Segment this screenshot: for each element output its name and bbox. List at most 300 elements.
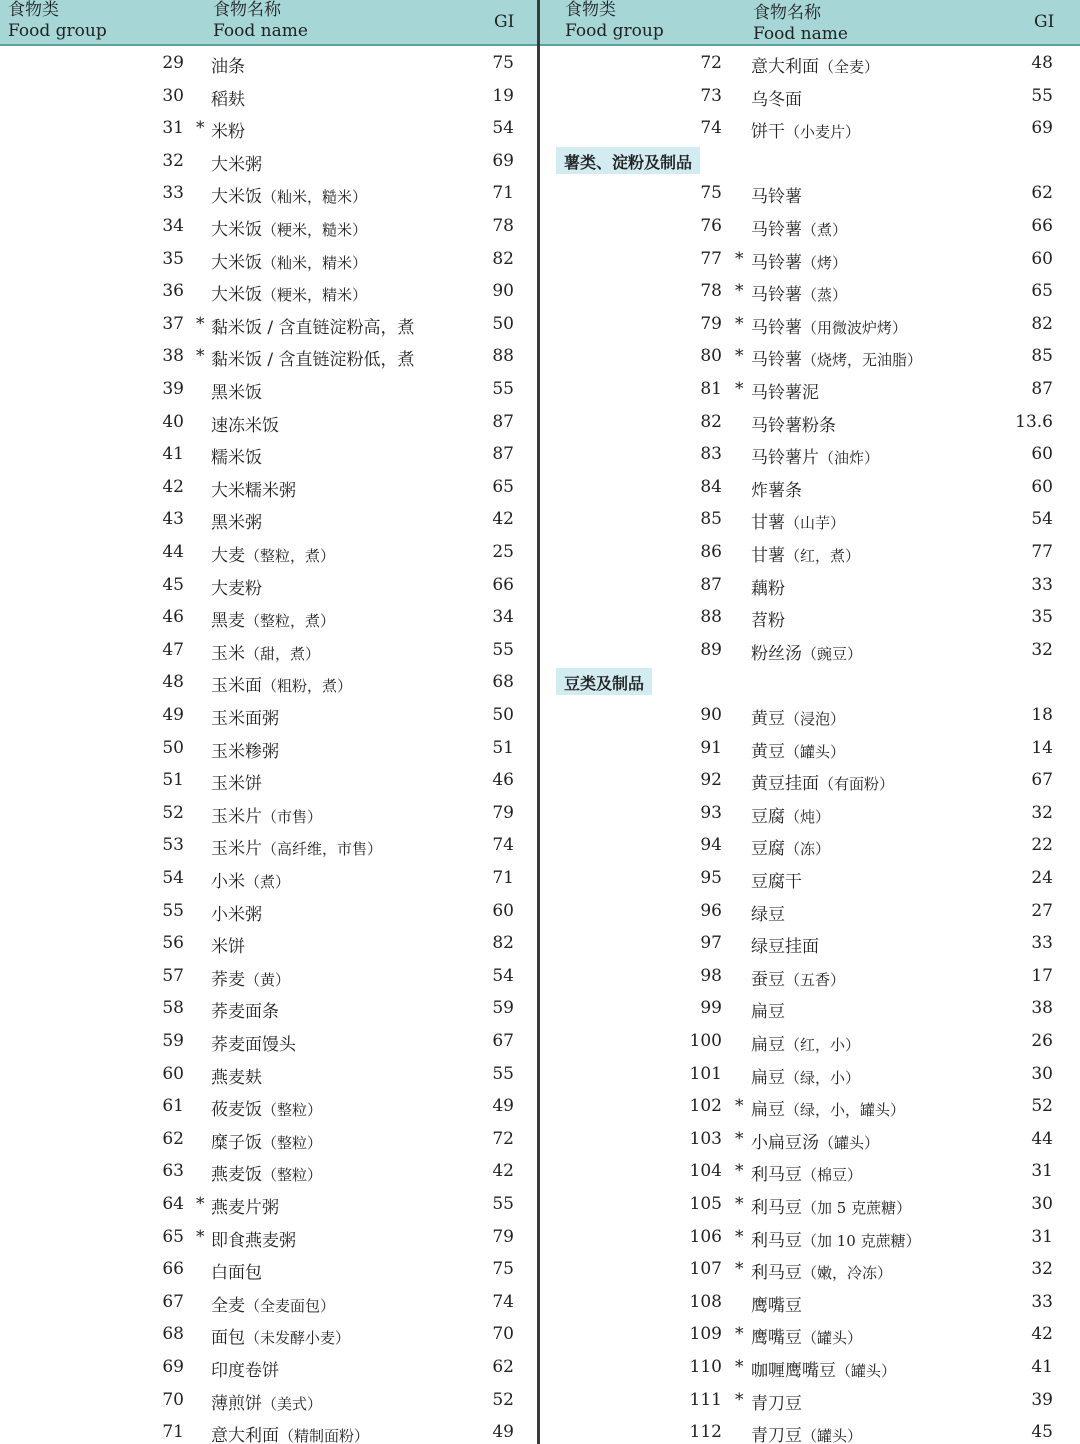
food-name [751,52,879,77]
table-row [540,699,1080,732]
table-row [0,177,538,210]
food-name-main: 黄豆挂面 [751,774,819,795]
table-row [540,1123,1080,1156]
gi-value: 65 [492,476,514,497]
food-name [751,802,830,827]
food-name-main: 大米饭 [211,187,262,208]
food-name [211,1160,322,1185]
table-row [0,80,538,113]
food-name [211,606,335,631]
food-name [211,834,382,859]
gi-value: 42 [492,509,514,530]
food-name-note: （整粒） [262,1133,323,1152]
row-number: 77 [700,248,722,269]
food-name [211,1193,279,1218]
food-name-note: （籼米，糙米） [262,188,368,207]
food-name [211,248,367,273]
gi-value: 38 [1031,998,1053,1019]
row-number: 56 [162,933,184,954]
food-name [211,541,335,566]
gi-header: GI [494,12,515,32]
food-name-main: 小扁豆汤 [751,1132,819,1153]
food-name-main: 黄豆 [751,741,785,762]
gi-value: 30 [1031,1194,1053,1214]
row-number: 64 [162,1194,184,1214]
table-row [540,308,1080,341]
food-name [751,411,836,436]
food-name-note: （粗粉，煮） [262,677,353,696]
row-number: 68 [162,1324,184,1345]
table-row [0,340,538,373]
asterisk-marker: * [735,1096,744,1117]
food-name-note: （绿，小） [785,1068,861,1087]
food-name-note: （五香） [785,970,846,989]
row-number: 60 [162,1063,184,1084]
asterisk-marker: * [735,1128,744,1149]
food-name-note: （甜，煮） [245,644,321,663]
gi-value: 69 [492,150,514,171]
food-name-main: 马铃薯 [751,187,802,208]
food-name [211,1356,279,1381]
food-name [211,476,296,501]
food-name-main: 马铃薯 [751,285,802,306]
gi-value: 44 [1031,1128,1053,1149]
gi-value: 66 [492,574,514,595]
row-number: 53 [162,835,184,856]
food-name-main: 马铃薯 [751,252,802,273]
food-name [211,378,262,403]
food-name-main: 大麦粉 [211,578,262,599]
table-row [0,308,538,341]
gi-value: 54 [492,118,514,139]
row-number: 90 [700,705,722,725]
food-group-header [8,0,107,42]
table-row [540,1351,1080,1384]
food-name-main: 糜子饭 [211,1132,262,1153]
row-number: 91 [700,737,722,758]
gi-value: 69 [1031,118,1053,139]
gi-value: 39 [1031,1389,1053,1410]
food-name-main: 小米粥 [211,904,262,925]
row-number: 48 [162,672,184,693]
table-row [540,243,1080,276]
gi-value: 19 [492,85,514,106]
gi-value: 60 [1031,476,1053,497]
food-name-main: 利马豆 [751,1165,802,1186]
gi-value: 79 [492,1226,514,1247]
food-name-note: （烤） [802,253,848,272]
row-number: 83 [700,444,722,465]
table-row [0,1253,538,1286]
table-row [540,601,1080,634]
food-name-header-en: Food name [753,24,848,44]
food-name-note: （红，煮） [785,547,861,565]
table-row [0,666,538,699]
food-name [751,1421,862,1444]
row-number: 43 [162,509,184,530]
gi-value: 82 [1031,313,1053,334]
gi-value: 71 [492,868,514,888]
food-name [211,639,320,664]
food-name [211,965,290,990]
asterisk-marker: * [735,1259,744,1280]
row-number: 104 [689,1161,722,1182]
food-name-note: （加 10 克蔗糖） [802,1231,921,1250]
table-row [540,569,1080,602]
table-row [0,895,538,928]
table-row [540,1318,1080,1351]
food-name-note: （籼米，精米） [262,253,368,272]
gi-value: 87 [492,411,514,432]
table-row [0,927,538,960]
food-name-main: 印度卷饼 [211,1361,279,1381]
row-number: 98 [700,965,722,986]
row-number: 38 [162,346,184,367]
food-name-main: 燕麦饭 [211,1165,262,1186]
row-number: 69 [162,1357,184,1377]
gi-value: 87 [492,444,514,465]
food-name-note: （市售） [262,807,323,826]
food-name-main: 大麦 [211,546,245,566]
asterisk-marker: * [196,1226,205,1247]
food-name-note: （罐头） [836,1362,897,1380]
row-number: 55 [162,900,184,921]
food-name-note: （有面粉） [819,775,895,794]
table-row [0,1025,538,1058]
food-name-main: 米饼 [211,937,245,958]
row-number: 65 [162,1226,184,1247]
food-name [751,117,860,142]
food-name [211,150,262,175]
food-name [211,411,279,436]
food-group-header-en: Food group [8,21,107,41]
food-name-main: 荞麦 [211,969,245,990]
table-row [0,373,538,406]
food-name [211,313,415,338]
row-number: 82 [700,411,722,432]
table-row [540,438,1080,471]
table-row [540,862,1080,895]
row-number: 107 [689,1259,722,1280]
gi-value: 50 [492,705,514,725]
food-name [211,117,245,142]
food-name-main: 豆腐 [751,806,785,827]
food-name-header-en: Food name [213,21,308,41]
food-name-main: 面包 [211,1328,245,1349]
gi-value: 65 [1031,281,1053,302]
food-name-main: 马铃薯 [751,350,802,371]
table-row [540,764,1080,797]
gi-value: 55 [492,639,514,660]
table-row [540,895,1080,928]
gi-value: 14 [1031,737,1053,758]
gi-value: 90 [492,281,514,302]
food-name-main: 大米糯米粥 [211,480,296,501]
asterisk-marker: * [735,379,744,399]
table-row [0,764,538,797]
food-name-note: （整粒） [262,1101,323,1120]
gi-value: 30 [1031,1063,1053,1084]
food-name-header [753,3,848,45]
row-number: 108 [689,1291,722,1312]
row-number: 106 [689,1226,722,1247]
gi-value: 34 [492,607,514,628]
table-row [540,1384,1080,1417]
table-row [0,1416,538,1444]
asterisk-marker: * [735,313,744,334]
food-name [211,443,262,468]
table-row [540,503,1080,536]
row-number: 76 [700,216,722,236]
row-number: 74 [700,118,722,139]
table-row [540,1286,1080,1319]
asterisk-marker: * [735,1226,744,1247]
table-row [0,503,538,536]
food-name-main: 苕粉 [751,611,785,632]
row-number: 44 [162,542,184,562]
food-name-note: （蒸） [802,286,848,305]
gi-value: 62 [492,1357,514,1377]
gi-value: 60 [1031,248,1053,269]
left-table-header [0,0,538,46]
food-name [751,737,845,762]
food-name-note: （罐头） [785,742,846,761]
gi-value: 74 [492,835,514,856]
table-row [0,1155,538,1188]
row-number: 61 [162,1096,184,1117]
food-name-main: 马铃薯片 [751,448,819,469]
gi-value: 60 [1031,444,1053,465]
table-row [0,1221,538,1254]
food-name-main: 利马豆 [751,1230,802,1251]
food-name-main: 米粉 [211,122,245,143]
row-number: 33 [162,183,184,204]
food-name-header-cn: 食物名称 [753,3,821,23]
gi-value: 26 [1031,1031,1053,1051]
food-name-main: 即食燕麦粥 [211,1230,296,1251]
food-name-main: 大米饭 [211,220,262,240]
gi-value: 70 [492,1324,514,1345]
food-name [211,1095,322,1120]
gi-value: 35 [1031,607,1053,628]
table-row [0,862,538,895]
food-name [751,606,785,631]
food-name [211,1030,296,1055]
table-row [0,992,538,1025]
food-name-note: （整粒，煮） [245,547,336,565]
food-name-note: （精制面粉） [279,1427,370,1444]
gi-value: 49 [492,1422,514,1443]
food-name [211,1063,262,1088]
food-name [751,215,847,240]
row-number: 58 [162,998,184,1019]
food-name-main: 马铃薯粉条 [751,415,836,436]
table-row [0,1123,538,1156]
food-name [211,997,279,1022]
row-number: 57 [162,965,184,986]
food-name-main: 利马豆 [751,1263,802,1284]
food-name [751,541,860,566]
food-name-note: （全麦） [819,58,880,76]
row-number: 30 [162,85,184,106]
food-name [751,1193,911,1218]
gi-value: 22 [1031,835,1053,856]
gi-value: 46 [492,770,514,791]
table-row [0,47,538,80]
table-row [540,1188,1080,1221]
asterisk-marker: * [735,1324,744,1345]
food-name-main: 稻麸 [211,89,245,110]
food-name [751,345,922,370]
row-number: 35 [162,248,184,269]
row-number: 102 [689,1096,722,1117]
food-name [751,1226,921,1251]
food-name [211,900,262,925]
food-group-header-cn: 食物类 [8,0,59,20]
food-name-note: （加 5 克蔗糖） [802,1199,912,1217]
food-name-main: 意大利面 [211,1426,279,1444]
gi-value: 66 [1031,216,1053,236]
row-number: 109 [689,1324,722,1345]
gi-value: 45 [1031,1422,1053,1443]
gi-value: 52 [1031,1096,1053,1117]
food-name-main: 白面包 [211,1263,262,1284]
table-row [540,634,1080,667]
gi-value: 59 [492,998,514,1019]
food-name [211,1421,369,1444]
food-name-note: （小麦片） [785,123,861,142]
food-name-note: （煮） [802,221,848,239]
table-row [540,732,1080,765]
table-row [0,797,538,830]
food-name-note: （绿，小，罐头） [785,1101,906,1120]
food-name [751,378,819,403]
table-row [0,1188,538,1221]
gi-value: 48 [1031,53,1053,73]
food-name [751,508,845,533]
gi-value: 71 [492,183,514,204]
food-name-main: 马铃薯 [751,317,802,338]
row-number: 49 [162,705,184,725]
gi-value: 33 [1031,574,1053,595]
right-table-header [540,0,1080,46]
row-number: 29 [162,53,184,73]
food-name [211,215,367,240]
food-name-main: 荞麦面条 [211,1002,279,1023]
gi-value: 51 [492,737,514,758]
gi-value: 67 [492,1031,514,1051]
left-table-column [0,0,538,1444]
food-name-main: 炸薯条 [751,480,802,501]
gi-value: 88 [492,346,514,367]
gi-value: 75 [492,53,514,73]
food-name-note: （炖） [785,807,831,826]
food-name-main: 黄豆 [751,709,785,729]
row-number: 42 [162,476,184,497]
food-name [211,574,262,599]
food-name-main: 大米饭 [211,252,262,273]
food-name [751,248,847,273]
row-number: 63 [162,1161,184,1182]
row-number: 75 [700,183,722,204]
gi-value: 13.6 [1015,411,1053,432]
food-name-main: 速冻米饭 [211,415,279,436]
food-name [751,1258,892,1283]
row-number: 70 [162,1389,184,1410]
row-number: 39 [162,379,184,399]
row-number: 87 [700,574,722,595]
row-number: 41 [162,444,184,465]
gi-value: 42 [1031,1324,1053,1345]
asterisk-marker: * [735,1357,744,1377]
table-row [0,406,538,439]
food-name-main: 扁豆 [751,1002,785,1023]
gi-value: 50 [492,313,514,334]
food-name [211,85,245,110]
row-number: 101 [689,1063,722,1084]
food-name-note: （罐头） [802,1329,863,1348]
gi-value: 49 [492,1096,514,1117]
row-number: 51 [162,770,184,791]
gi-value: 55 [1031,85,1053,106]
gi-value: 24 [1031,868,1053,888]
row-number: 40 [162,411,184,432]
food-name-note: （粳米，糙米） [262,221,368,239]
table-row [540,1253,1080,1286]
table-row [0,569,538,602]
food-name [211,1226,296,1251]
food-name-main: 燕麦片粥 [211,1198,279,1218]
gi-value: 67 [1031,770,1053,791]
row-number: 89 [700,639,722,660]
row-number: 111 [689,1389,722,1410]
food-name-main: 青刀豆 [751,1426,802,1444]
table-row [0,601,538,634]
food-name-note: （用微波炉烤） [802,318,908,337]
food-name [751,965,845,990]
food-name-main: 糯米饭 [211,448,262,469]
gi-value: 75 [492,1259,514,1280]
food-name [211,1291,335,1316]
row-number: 46 [162,607,184,628]
row-number: 36 [162,281,184,302]
asterisk-marker: * [196,118,205,139]
food-name [211,52,245,77]
row-number: 72 [700,53,722,73]
food-name [751,639,862,664]
row-number: 93 [700,802,722,823]
gi-value: 31 [1031,1161,1053,1182]
table-row [0,732,538,765]
table-row [0,145,538,178]
food-name-note: （棉豆） [802,1166,863,1185]
food-name-note: （浸泡） [785,710,846,728]
food-name-note: （豌豆） [802,644,863,663]
table-row [0,112,538,145]
gi-value: 78 [492,216,514,236]
food-name [751,769,894,794]
row-number: 54 [162,868,184,888]
food-name [751,867,802,892]
food-name-main: 玉米糁粥 [211,741,279,762]
food-name [751,900,785,925]
food-name-main: 扁豆 [751,1100,785,1121]
table-row [540,340,1080,373]
food-name-main: 薄煎饼 [211,1393,262,1414]
asterisk-marker: * [735,281,744,302]
food-name [751,704,845,729]
gi-value: 82 [492,248,514,269]
